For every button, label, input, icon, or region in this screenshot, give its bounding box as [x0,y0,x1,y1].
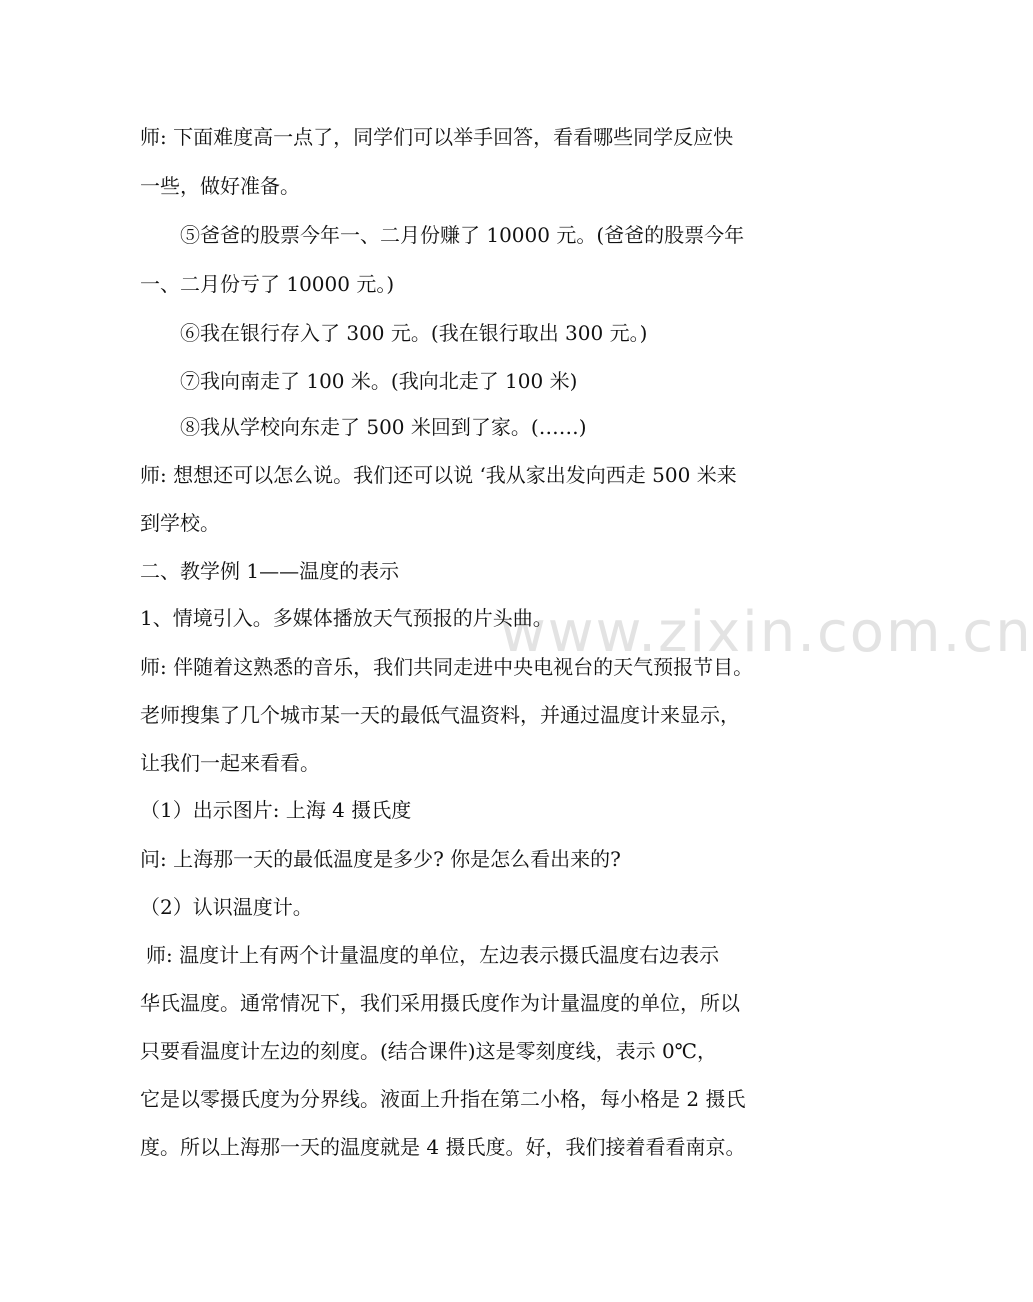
text-line: 老师搜集了几个城市某一天的最低气温资料，并通过温度计来显示， [140,703,740,727]
text-line: 1、情境引入。多媒体播放天气预报的片头曲。 [140,606,553,630]
section-heading: 二、教学例 1——温度的表示 [140,559,400,583]
watermark: www.zixin.com.cn [500,600,1033,665]
text-line: （2）认识温度计。 [140,895,313,919]
text-line: 问: 上海那一天的最低温度是多少? 你是怎么看出来的? [140,847,621,871]
text-line: ⑥我在银行存入了 300 元。(我在银行取出 300 元。) [180,321,648,345]
text-line: 它是以零摄氏度为分界线。液面上升指在第二小格，每小格是 2 摄氏 [140,1087,746,1111]
text-line: 一些，做好准备。 [140,174,300,198]
text-line: 只要看温度计左边的刻度。(结合课件)这是零刻度线，表示 0℃， [140,1039,718,1063]
text-line: ⑦我向南走了 100 米。(我向北走了 100 米) [180,369,578,393]
text-line: ⑤爸爸的股票今年一、二月份赚了 10000 元。(爸爸的股票今年 [180,223,745,247]
text-line: 师: 伴随着这熟悉的音乐，我们共同走进中央电视台的天气预报节目。 [140,655,754,679]
text-line: 师: 下面难度高一点了，同学们可以举手回答，看看哪些同学反应快 [140,125,734,149]
text-line: 师: 温度计上有两个计量温度的单位，左边表示摄氏温度右边表示 [146,943,720,967]
text-line: ⑧我从学校向东走了 500 米回到了家。(……) [180,415,587,439]
text-line: 让我们一起来看看。 [140,751,320,775]
text-line: 到学校。 [140,511,220,535]
text-line: （1）出示图片: 上海 4 摄氏度 [140,798,412,822]
text-line: 一、二月份亏了 10000 元。) [140,272,395,296]
text-line: 师: 想想还可以怎么说。我们还可以说 ‘我从家出发向西走 500 米来 [140,463,737,487]
text-line: 度。所以上海那一天的温度就是 4 摄氏度。好，我们接着看看南京。 [140,1135,746,1159]
text-line: 华氏温度。通常情况下，我们采用摄氏度作为计量温度的单位，所以 [140,991,740,1015]
